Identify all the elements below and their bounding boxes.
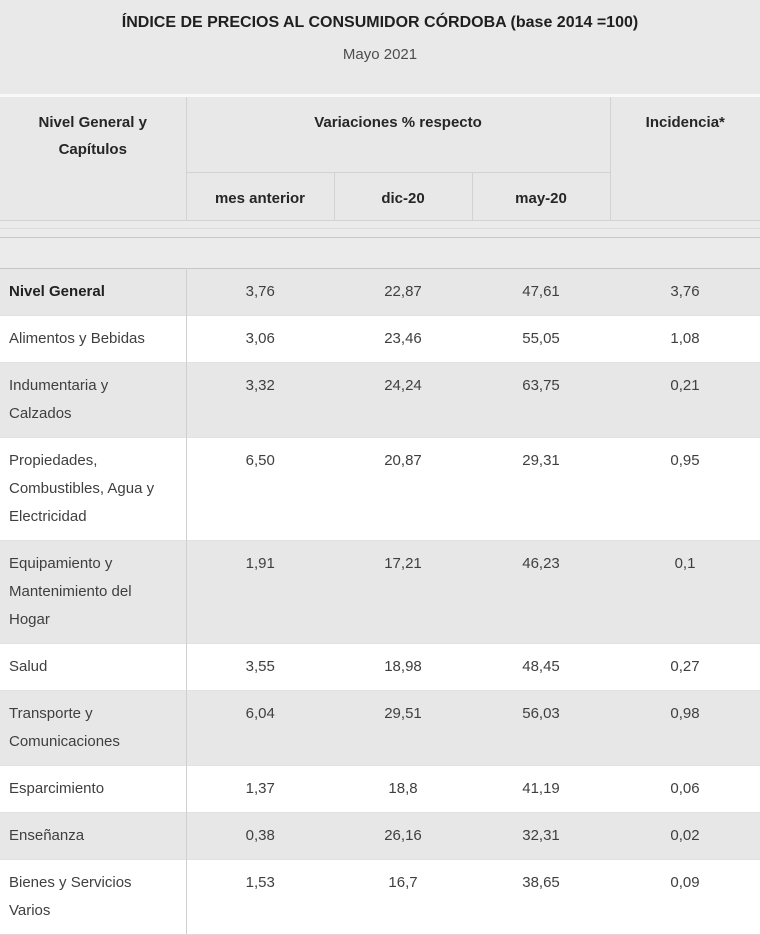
row-value: 18,98 [334,643,472,690]
table-row [0,859,760,934]
row-label: Nivel General [0,268,186,315]
row-value: 46,23 [472,540,610,643]
row-value: 0,21 [610,362,760,437]
row-value: 6,50 [186,437,334,540]
row-label: Alimentos y Bebidas [0,315,186,362]
row-value: 3,32 [186,362,334,437]
table-row [0,765,760,812]
row-value: 0,98 [610,690,760,765]
col-header-dic-20: dic-20 [334,172,472,220]
col-header-variaciones: Variaciones % respecto [186,97,610,172]
row-value: 26,16 [334,812,472,859]
row-value: 1,53 [186,859,334,934]
page-subtitle: Mayo 2021 [342,46,418,63]
row-value: 0,38 [186,812,334,859]
row-value: 1,91 [186,540,334,643]
table-row [0,315,760,362]
table-row [0,540,760,643]
row-value: 18,8 [334,765,472,812]
table-row [0,643,760,690]
table-header [0,97,760,220]
row-value: 0,06 [610,765,760,812]
row-label: Esparcimiento [0,765,186,812]
row-label: Transporte y Comunicaciones [0,690,186,765]
table-row [0,690,760,765]
row-value: 3,06 [186,315,334,362]
col-header-may-20: may-20 [472,172,610,220]
row-value: 29,51 [334,690,472,765]
col-header-mes-anterior: mes anterior [186,172,334,220]
row-value: 38,65 [472,859,610,934]
row-value: 3,76 [186,268,334,315]
row-value: 56,03 [472,690,610,765]
row-value: 16,7 [334,859,472,934]
row-value: 63,75 [472,362,610,437]
col-header-incidencia: Incidencia* [610,97,760,220]
row-label: Equipamiento y Mantenimiento del Hogar [0,540,186,643]
row-value: 48,45 [472,643,610,690]
row-label: Propiedades, Combustibles, Agua y Electricidad [0,437,186,540]
row-value: 24,24 [334,362,472,437]
row-value: 32,31 [472,812,610,859]
header-row-group [0,97,760,172]
row-value: 23,46 [334,315,472,362]
row-value: 20,87 [334,437,472,540]
table-row [0,362,760,437]
ipc-table [0,97,760,935]
col-header-capitulos: Nivel General y Capítulos [0,97,186,220]
table-row [0,268,760,315]
spacer-row [0,228,760,237]
spacer-band [0,220,760,268]
row-value: 47,61 [472,268,610,315]
row-value: 3,55 [186,643,334,690]
row-label: Enseñanza [0,812,186,859]
spacer-row [0,220,760,228]
row-value: 0,02 [610,812,760,859]
title-block [0,0,760,97]
row-value: 0,27 [610,643,760,690]
table-row [0,437,760,540]
page-title: ÍNDICE DE PRECIOS AL CONSUMIDOR CÓRDOBA (base 2014 =100) [121,14,639,31]
table-row [0,812,760,859]
row-value: 29,31 [472,437,610,540]
row-label: Indumentaria y Calzados [0,362,186,437]
row-value: 1,37 [186,765,334,812]
row-value: 55,05 [472,315,610,362]
row-value: 22,87 [334,268,472,315]
row-value: 41,19 [472,765,610,812]
row-value: 0,09 [610,859,760,934]
row-value: 0,95 [610,437,760,540]
row-value: 6,04 [186,690,334,765]
row-value: 3,76 [610,268,760,315]
table-body [0,268,760,934]
row-label: Salud [0,643,186,690]
row-value: 17,21 [334,540,472,643]
spacer-row [0,237,760,268]
row-value: 0,1 [610,540,760,643]
row-value: 1,08 [610,315,760,362]
row-label: Bienes y Servicios Varios [0,859,186,934]
